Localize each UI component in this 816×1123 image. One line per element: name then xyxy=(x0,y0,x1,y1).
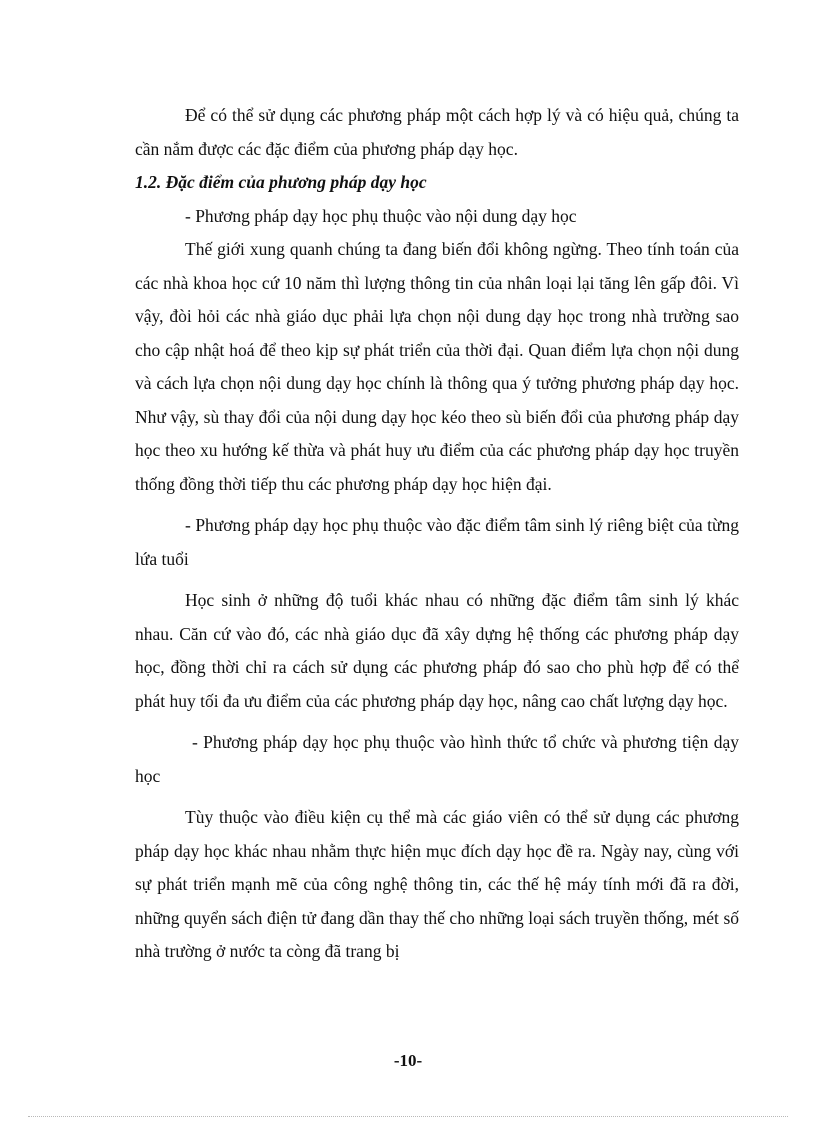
bottom-divider xyxy=(28,1116,788,1117)
point-age-dependency: - Phương pháp dạy học phụ thuộc vào đặc điểm tâm sinh lý riêng biệt của từng lứa tuổi xyxy=(135,515,739,569)
page-number: -10- xyxy=(393,1051,423,1070)
intro-paragraph: Để có thể sử dụng các phương pháp một cách hợp lý và có hiệu quả, chúng ta cần nắm được các đặc điểm của phương pháp dạy học. xyxy=(135,105,739,159)
point-content-dependency: - Phương pháp dạy học phụ thuộc vào nội dung dạy học xyxy=(185,205,577,226)
paragraph-age-differences: Học sinh ở những độ tuổi khác nhau có những đặc điểm tâm sinh lý khác nhau. Căn cứ vào đó, các nhà giáo dục đã xây dựng hệ thống các phương pháp dạy học, đồng thời chỉ ra cách sử dụng các phương pháp đó sao cho phù hợp để có thể phát huy tối đa ưu điểm của các phương pháp dạy học, nâng cao chất lượng dạy học. xyxy=(135,590,739,711)
point-organization-dependency: - Phương pháp dạy học phụ thuộc vào hình thức tổ chức và phương tiện dạy học xyxy=(135,732,739,786)
section-heading: 1.2. Đặc điểm của phương pháp dạy học xyxy=(135,172,427,192)
paragraph-world-change: Thế giới xung quanh chúng ta đang biến đổi không ngừng. Theo tính toán của các nhà khoa học cứ 10 năm thì lượng thông tin của nhân loại lại tăng lên gấp đôi. Vì vậy, đòi hỏi các nhà giáo dục phải lựa chọn nội dung dạy học trong nhà trường sao cho cập nhật hoá để theo kịp sự phát triển của thời đại. Quan điểm lựa chọn nội dung và cách lựa chọn nội dung dạy học chính là thông qua ý tưởng phương pháp dạy học. Như vậy, sù thay đổi của nội dung dạy học kéo theo sù biến đổi của phương pháp dạy học theo xu hướng kế thừa và phát huy ưu điểm của các phương pháp dạy học truyền thống đồng thời tiếp thu các phương pháp dạy học hiện đại. xyxy=(135,239,739,494)
document-body xyxy=(135,99,739,969)
paragraph-conditions: Tùy thuộc vào điều kiện cụ thể mà các giáo viên có thể sử dụng các phương pháp dạy học khác nhau nhằm thực hiện mục đích dạy học đề ra. Ngày nay, cùng với sự phát triển mạnh mẽ của công nghệ thông tin, các thế hệ máy tính mới đã ra đời, những quyển sách điện tử đang dần thay thế cho những loại sách truyền thống, mét số nhà trường ở nước ta còng đã trang bị xyxy=(135,807,739,961)
